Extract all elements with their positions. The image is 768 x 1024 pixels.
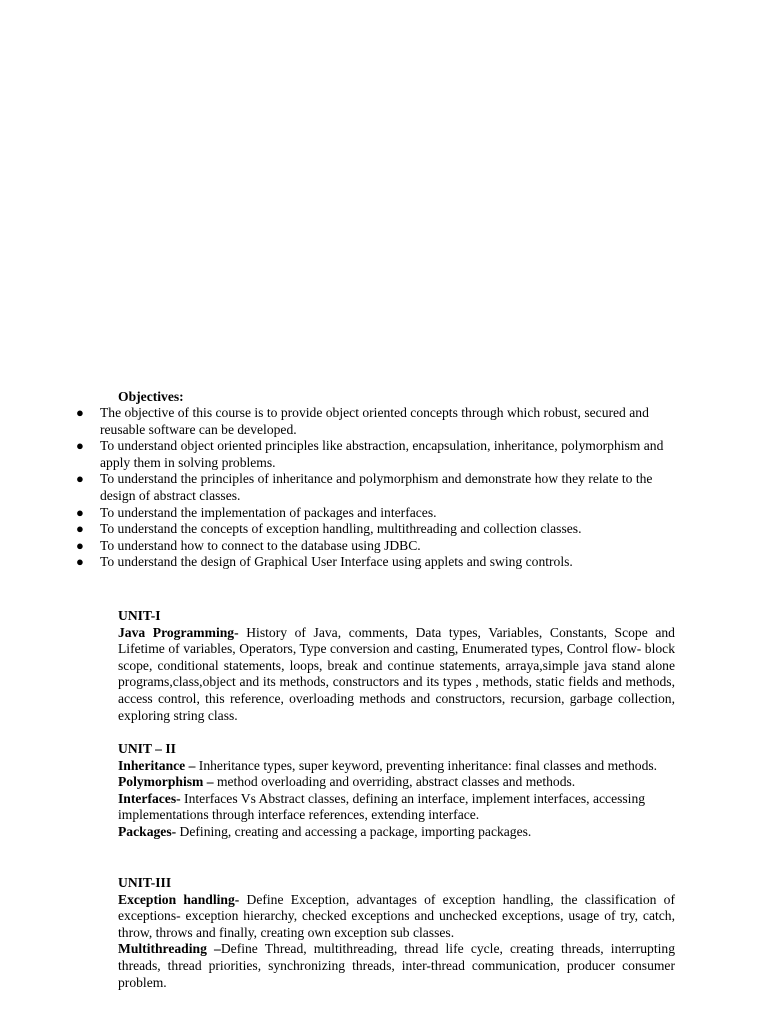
objectives-heading: Objectives: (118, 389, 184, 404)
unit-title: UNIT – II (118, 741, 176, 756)
objective-item (0, 538, 676, 555)
topic-text: Interfaces Vs Abstract classes, defining an interface, implement interfaces, accessing implementations through interface references, extending interface. (118, 790, 646, 823)
bullet-icon: ● (76, 405, 84, 420)
unit-paragraph (118, 824, 675, 841)
bullet-icon: ● (76, 471, 84, 487)
bullet-icon: ● (76, 537, 84, 553)
topic-text: Inheritance types, super keyword, preventing inheritance: final classes and methods. (195, 757, 658, 773)
bullet-icon: ● (76, 504, 84, 520)
topic-term: Multithreading – (118, 941, 221, 957)
bullet-icon: ● (76, 438, 84, 454)
objective-text: To understand the concepts of exception handling, multithreading and collection classes. (100, 521, 582, 537)
unit-paragraph (118, 941, 675, 991)
bullet-icon: ● (76, 521, 84, 537)
unit-1-section (118, 608, 675, 724)
objective-item (0, 554, 676, 571)
unit-paragraph (118, 774, 675, 791)
unit-3-section (118, 875, 675, 991)
topic-text: History of Java, comments, Data types, Variables, Constants, Scope and Lifetime of variables, Operators, Type conversion and casting, Enumerated types, Control flow- block scope, conditional statements, loops, break and continue statements, arraya,simple java stand alone programs,class,object and its methods, constructors and its types , methods, static fields and methods, access control, this reference, overloading methods and constructors, recursion, garbage collection, exploring string class. (118, 624, 675, 723)
unit-title: UNIT-III (118, 875, 172, 890)
unit-paragraph (118, 758, 675, 775)
topic-text: Define Exception, advantages of exception handling, the classification of exceptions- exception hierarchy, checked exceptions and unchecked exceptions, usage of try, catch, throw, throws and finally, creating own exception sub classes. (118, 891, 675, 940)
unit-title: UNIT-I (118, 608, 161, 623)
topic-term: Inheritance – (118, 757, 196, 773)
objective-text: To understand object oriented principles like abstraction, encapsulation, inheritance, polymorphism and apply them in solving problems. (100, 438, 664, 470)
objective-text: To understand the design of Graphical User Interface using applets and swing controls. (100, 554, 573, 570)
topic-text: method overloading and overriding, abstract classes and methods. (213, 774, 576, 790)
objective-item (0, 405, 676, 438)
objective-item (0, 505, 676, 522)
objective-text: To understand the principles of inheritance and polymorphism and demonstrate how they relate to the design of abstract classes. (100, 471, 653, 503)
topic-term: Polymorphism – (118, 774, 214, 790)
objective-text: To understand how to connect to the database using JDBC. (100, 537, 421, 553)
objective-text: The objective of this course is to provide object oriented concepts through which robust, secured and reusable software can be developed. (100, 405, 649, 437)
objective-item (0, 521, 676, 538)
unit-2-section (118, 741, 675, 841)
unit-paragraph (118, 892, 675, 942)
topic-text: Defining, creating and accessing a package, importing packages. (176, 823, 532, 839)
topic-term: Exception handling- (118, 891, 240, 907)
topic-term: Interfaces- (118, 790, 181, 806)
topic-term: Packages- (118, 823, 177, 839)
objective-item (0, 438, 676, 471)
objective-text: To understand the implementation of packages and interfaces. (100, 504, 437, 520)
unit-paragraph (118, 625, 675, 725)
objectives-list (0, 405, 768, 571)
bullet-icon: ● (76, 554, 84, 570)
topic-term: Java Programming- (118, 624, 239, 640)
unit-paragraph (118, 791, 675, 824)
objective-item (0, 471, 676, 504)
topic-text: Define Thread, multithreading, thread life cycle, creating threads, interrupting threads, thread priorities, synchronizing threads, inter-thread communication, producer consumer problem. (118, 941, 675, 990)
